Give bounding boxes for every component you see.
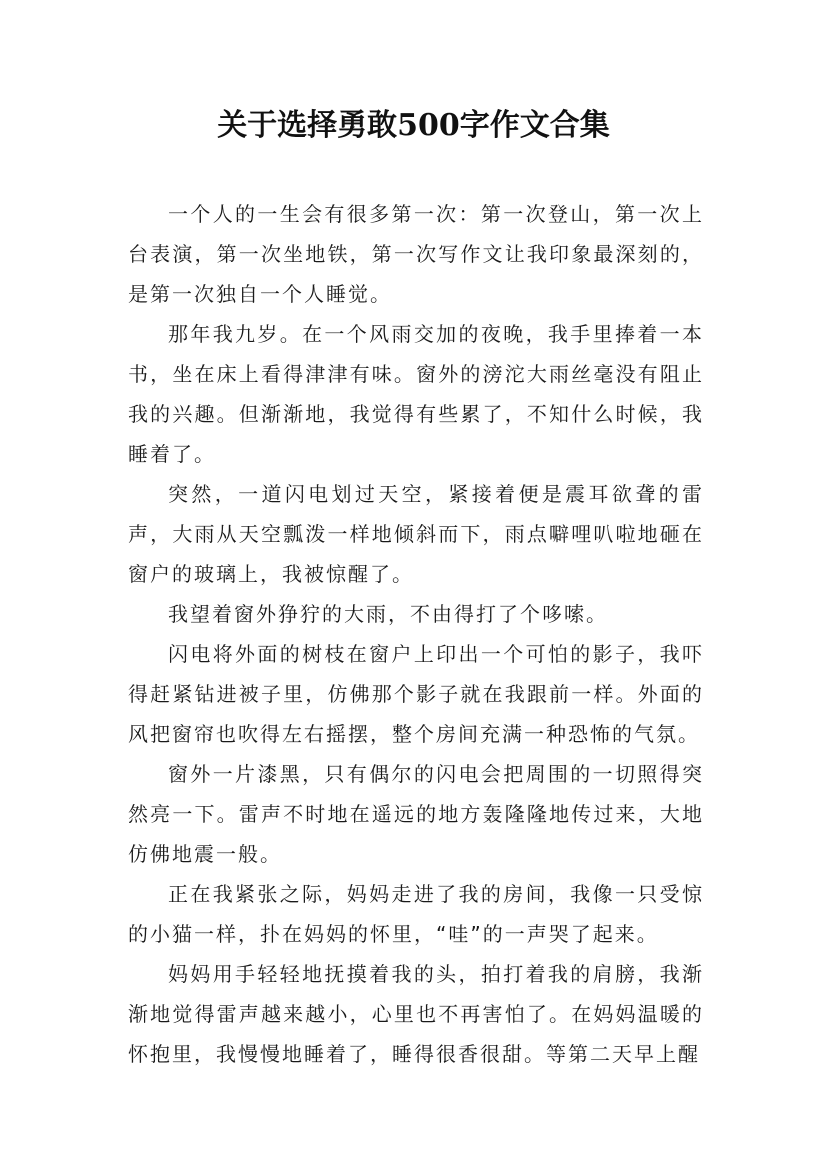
paragraph: 闪电将外面的树枝在窗户上印出一个可怕的影子，我吓得赶紧钻进被子里，仿佛那个影子就在我跟前一样。外面的风把窗帘也吹得左右摇摆，整个房间充满一种恐怖的气氛。 <box>128 642 704 746</box>
document-body <box>128 194 704 1074</box>
paragraph: 窗外一片漆黑，只有偶尔的闪电会把周围的一切照得突然亮一下。雷声不时地在遥远的地方轰隆隆地传过来，大地仿佛地震一般。 <box>128 762 704 866</box>
paragraph: 一个人的一生会有很多第一次：第一次登山，第一次上台表演，第一次坐地铁，第一次写作文让我印象最深刻的，是第一次独自一个人睡觉。 <box>128 202 704 306</box>
paragraph: 妈妈用手轻轻地抚摸着我的头，拍打着我的肩膀，我渐渐地觉得雷声越来越小，心里也不再害怕了。在妈妈温暖的怀抱里，我慢慢地睡着了，睡得很香很甜。等第二天早上醒 <box>128 962 704 1066</box>
paragraph: 正在我紧张之际，妈妈走进了我的房间，我像一只受惊的小猫一样，扑在妈妈的怀里，“哇”的一声哭了起来。 <box>128 882 704 946</box>
document-title: 关于选择勇敢500字作文合集 <box>217 108 610 143</box>
paragraph: 那年我九岁。在一个风雨交加的夜晚，我手里捧着一本书，坐在床上看得津津有味。窗外的滂沱大雨丝毫没有阻止我的兴趣。但渐渐地，我觉得有些累了，不知什么时候，我睡着了。 <box>128 322 704 466</box>
paragraph: 突然，一道闪电划过天空，紧接着便是震耳欲聋的雷声，大雨从天空瓢泼一样地倾斜而下，雨点噼哩叭啦地砸在窗户的玻璃上，我被惊醒了。 <box>128 482 704 586</box>
paragraph: 我望着窗外狰狞的大雨，不由得打了个哆嗦。 <box>168 602 608 626</box>
